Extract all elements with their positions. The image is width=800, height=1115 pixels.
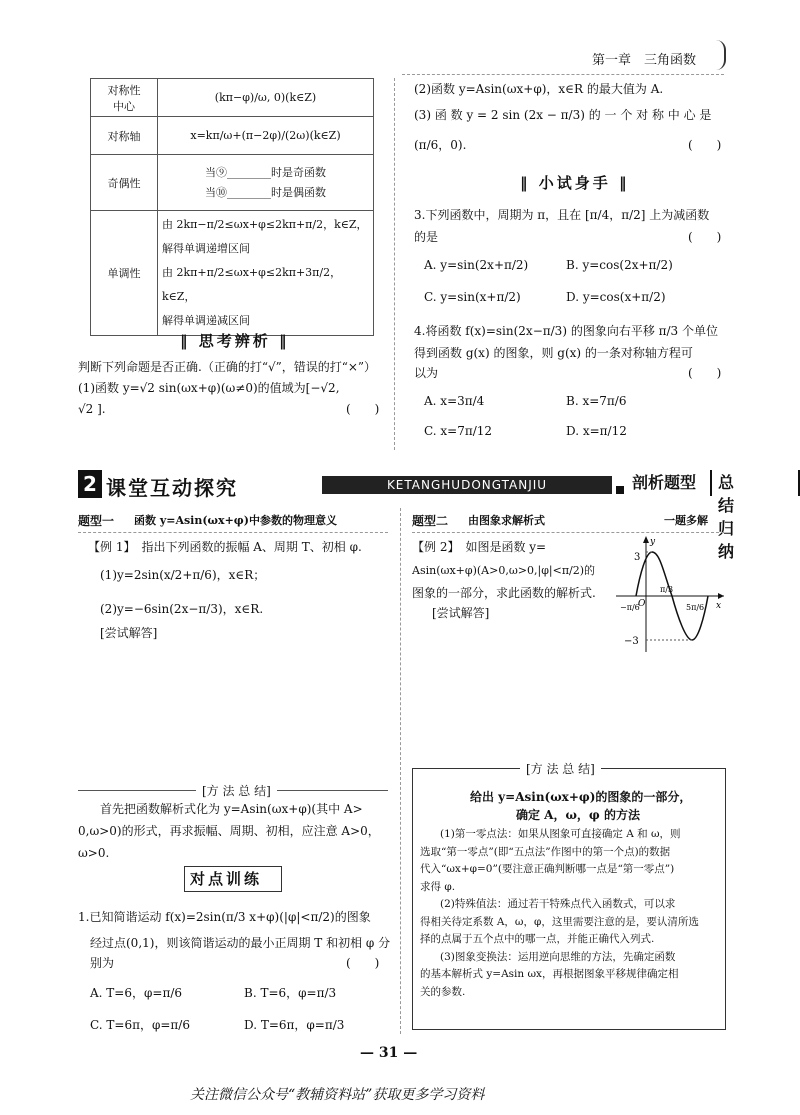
- banner-square: [616, 486, 624, 494]
- method2-p3a: (3)图象变换法：运用逆向思维的方法，先确定函数: [440, 950, 676, 963]
- page-number: — 31 —: [360, 1045, 418, 1061]
- table-row: [91, 117, 374, 155]
- row-label: 单调性: [91, 211, 158, 336]
- option-c: C. x=7π/12: [424, 424, 493, 438]
- row-content: x=kπ/ω+(π−2φ)/(2ω)(k∈Z): [158, 117, 374, 155]
- method2-p1c: 代入“ωx+φ=0”(要注意正确判断哪一点是“第一零点”): [420, 863, 675, 875]
- type2-title: 由图象求解析式: [468, 514, 545, 527]
- column-divider: [400, 508, 401, 1034]
- method1-title: [方 法 总 结]: [196, 782, 277, 800]
- x-axis-arrow: [718, 593, 724, 599]
- think-q3-cont: (π/6，0).: [414, 138, 467, 152]
- answer-paren: ( ): [688, 138, 722, 152]
- x3-label: 5π/6: [686, 603, 705, 612]
- option-a: A. T=6，φ=π/6: [90, 986, 183, 1000]
- row-content: (kπ−φ)/ω, 0)(k∈Z): [158, 79, 374, 117]
- trial-heading: ‖ 小试身手 ‖: [520, 174, 630, 192]
- option-a: A. x=3π/4: [424, 394, 485, 408]
- option-d: D. T=6π，φ=π/3: [244, 1018, 345, 1032]
- example1: 【例 1】 指出下列函数的振幅 A、周期 T、初相 φ.: [88, 540, 362, 554]
- think-intro: 判断下列命题是否正确.（正确的打“√”，错误的打“×”）: [78, 360, 377, 374]
- option-d: D. y=cos(x+π/2): [566, 290, 666, 304]
- table-row: [91, 79, 374, 117]
- trial-q4-cont2: 以为: [414, 366, 439, 380]
- think-q1: (1)函数 y=√2 sin(ωx+φ)(ω≠0)的值域为[−√2,: [78, 381, 340, 395]
- method2-heading2: 确定 A，ω，φ 的方法: [516, 808, 640, 822]
- think-q2: (2)函数 y=Asin(ωx+φ)，x∈R 的最大值为 A.: [414, 82, 664, 96]
- option-b: B. x=7π/6: [566, 394, 627, 408]
- table-row: [91, 211, 374, 336]
- column-divider: [394, 78, 395, 450]
- method2-p2a: (2)特殊值法：通过若干特殊点代入函数式，可以求: [440, 898, 676, 910]
- header-bracket: [716, 40, 726, 70]
- method2-p1d: 求得 φ.: [420, 880, 456, 893]
- answer-paren: ( ): [688, 366, 722, 380]
- banner-pinyin: KETANGHUDONGTANJIU: [322, 476, 612, 494]
- table-row: [91, 155, 374, 211]
- y-axis-arrow: [643, 536, 649, 543]
- type1-title: 函数 y=Asin(ωx+φ)中参数的物理意义: [134, 514, 337, 527]
- training-heading: 对点训练: [190, 870, 263, 888]
- increase-result: 解得单调递增区间: [162, 242, 250, 255]
- method2-p1a: (1)第一零点法：如果从图象可直接确定 A 和 ω，则: [440, 828, 681, 840]
- method2-p2b: 得相关待定系数 A，ω，φ，这里需要注意的是，要认清所选: [420, 915, 699, 928]
- x1-label: −π/6: [620, 603, 640, 612]
- row-label: 对称性 中心: [91, 79, 158, 117]
- x2-label: π/3: [660, 585, 674, 594]
- answer-paren: ( ): [688, 230, 722, 244]
- option-b: B. y=cos(2x+π/2): [566, 258, 673, 272]
- x-axis-label: x: [716, 601, 722, 611]
- method1-line1: 首先把函数解析式化为 y=Asin(ωx+φ)(其中 A>: [100, 802, 363, 816]
- method2-p3b: 的基本解析式 y=Asin ωx，再根据图象平移规律确定相: [420, 968, 679, 980]
- trial-q4: 4.将函数 f(x)=sin(2x−π/3) 的图象向右平移 π/3 个单位: [414, 324, 719, 338]
- trial-q3: 3.下列函数中，周期为 π，且在 [π/4，π/2] 上为减函数: [414, 208, 710, 222]
- try-answer-label: [尝试解答]: [432, 606, 490, 620]
- example1-item1: (1)y=2sin(x/2+π/6)，x∈R；: [100, 568, 266, 582]
- y-axis-label: y: [650, 537, 656, 547]
- type1-label: 题型一: [78, 514, 115, 528]
- answer-paren: ( ): [346, 402, 380, 416]
- banner-tag-summary: 总结归纳: [718, 473, 735, 561]
- sine-graph: [616, 534, 726, 654]
- method1-line3: ω>0.: [78, 846, 110, 860]
- trial-q3-cont: 的是: [414, 230, 439, 244]
- y-bottom-label: −3: [624, 636, 639, 647]
- option-c: C. T=6π，φ=π/6: [90, 1018, 190, 1032]
- example2-line2: Asin(ωx+φ)(A>0,ω>0,|φ|<π/2)的: [412, 564, 596, 577]
- even-condition: 当⑩________时是偶函数: [205, 185, 326, 199]
- method2-heading1: 给出 y=Asin(ωx+φ)的图象的一部分，: [470, 790, 692, 804]
- row-label: 奇偶性: [91, 155, 158, 211]
- answer-paren: ( ): [346, 956, 380, 970]
- method2-p3c: 关的参数.: [420, 985, 466, 998]
- example1-item2: (2)y=−6sin(2x−π/3)，x∈R.: [100, 602, 264, 616]
- training-q1-cont2: 别为: [90, 956, 115, 970]
- banner-number: 2: [78, 470, 102, 498]
- chapter-header: 第一章 三角函数: [592, 53, 697, 68]
- header-rule: [402, 74, 724, 75]
- method1-line2: 0,ω>0)的形式，再求振幅、周期、初相，应注意 A>0，: [78, 824, 380, 838]
- y-top-label: 3: [634, 552, 641, 563]
- option-b: B. T=6，φ=π/3: [244, 986, 337, 1000]
- try-answer-label: [尝试解答]: [100, 626, 158, 640]
- think-q3: (3) 函 数 y = 2 sin (2x − π/3) 的 一 个 对 称 中 心 是: [414, 108, 712, 122]
- type2-label: 题型二: [412, 514, 449, 528]
- think-heading: ‖ 思考辨析 ‖: [180, 332, 290, 350]
- decrease-condition: 由 2kπ+π/2≤ωx+φ≤2kπ+3π/2，k∈Z，: [162, 266, 342, 303]
- method2-p1b: 选取“第一零点”(即“五点法”作图中的第一个点)的数据: [420, 845, 671, 858]
- think-q1-cont: √2 ].: [78, 402, 106, 416]
- option-c: C. y=sin(x+π/2): [424, 290, 521, 304]
- banner-title: 课堂互动探究: [106, 476, 238, 500]
- banner-tag-analyze: 剖析题型: [632, 473, 697, 492]
- type2-tag: 一题多解: [664, 514, 708, 527]
- example2-line1: 【例 2】 如图是函数 y=: [412, 540, 547, 554]
- footer-note: 关注微信公众号“教辅资料站”获取更多学习资料: [190, 1087, 485, 1103]
- decrease-result: 解得单调递减区间: [162, 314, 250, 327]
- option-a: A. y=sin(2x+π/2): [424, 258, 529, 272]
- origin-label: O: [638, 599, 646, 609]
- example2-line3: 图象的一部分，求此函数的解析式.: [412, 586, 596, 600]
- increase-condition: 由 2kπ−π/2≤ωx+φ≤2kπ+π/2，k∈Z，: [162, 218, 368, 231]
- option-d: D. x=π/12: [566, 424, 627, 438]
- odd-condition: 当⑨________时是奇函数: [205, 165, 326, 179]
- method2-p2c: 择的点属于五个点中的哪一点，并能正确代入列式.: [420, 933, 655, 945]
- row-label: 对称轴: [91, 117, 158, 155]
- properties-table: [90, 78, 374, 336]
- method2-title: [方 法 总 结]: [520, 760, 601, 778]
- training-q1-cont: 经过点(0,1)，则该简谐运动的最小正周期 T 和初相 φ 分: [90, 936, 391, 950]
- training-q1: 1.已知简谐运动 f(x)=2sin(π/3 x+φ)(|φ|<π/2)的图象: [78, 910, 371, 924]
- trial-q4-cont: 得到函数 g(x) 的图象，则 g(x) 的一条对称轴方程可: [414, 346, 693, 360]
